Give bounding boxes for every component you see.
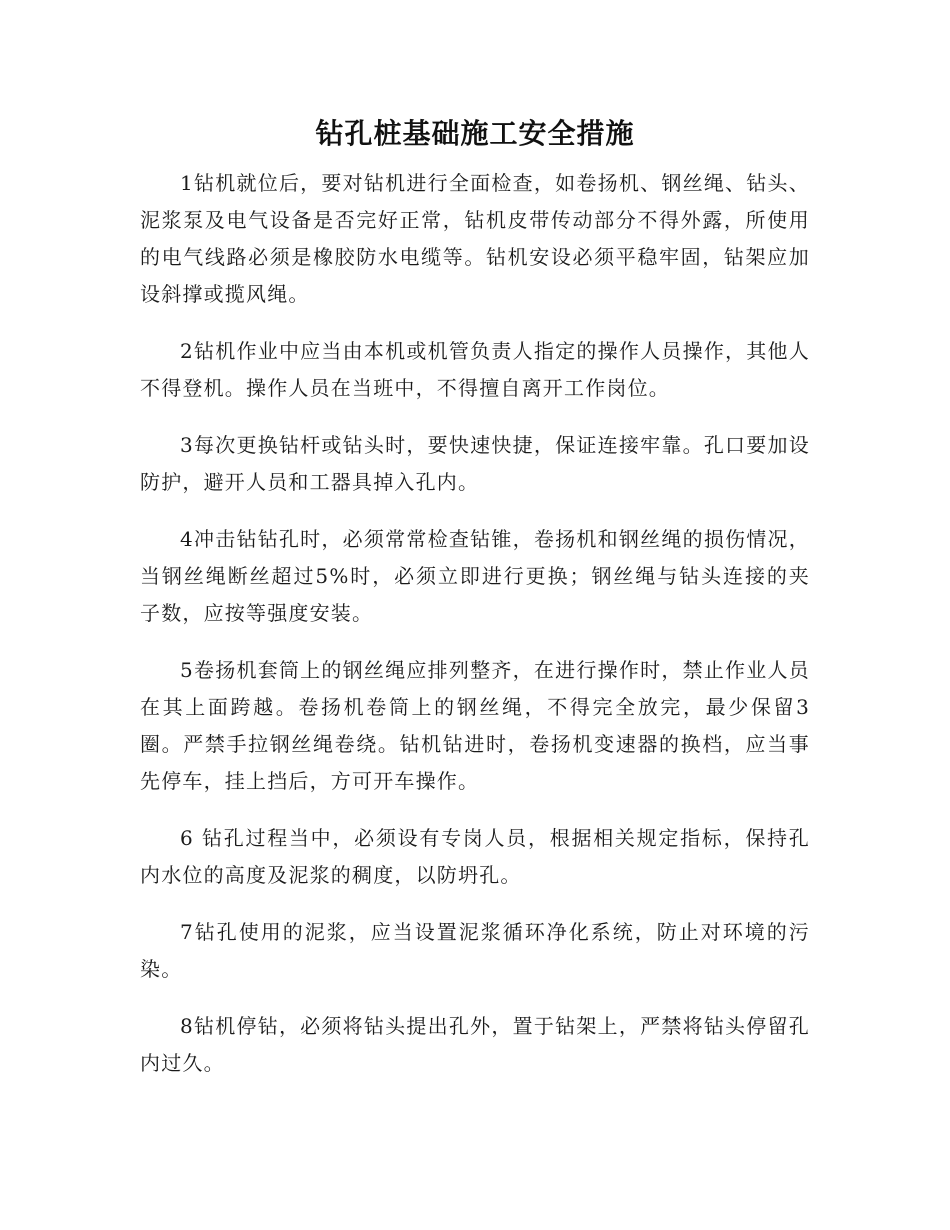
paragraph-1: 1钻机就位后，要对钻机进行全面检查，如卷扬机、钢丝绳、钻头、泥浆泵及电气设备是否完好正常，钻机皮带传动部分不得外露，所使用的电气线路必须是橡胶防水电缆等。钻机安设必须平稳牢固，钻架应加设斜撑或揽风绳。	[140, 171, 810, 306]
paragraph-2: 2钻机作业中应当由本机或机管负责人指定的操作人员操作，其他人不得登机。操作人员在当班中，不得擅自离开工作岗位。	[140, 339, 810, 400]
paragraph-7: 7钻孔使用的泥浆，应当设置泥浆循环净化系统，防止对环境的污染。	[140, 920, 810, 981]
paragraph-3: 3每次更换钻杆或钻头时，要快速快捷，保证连接牢靠。孔口要加设防护，避开人员和工器具掉入孔内。	[140, 433, 810, 494]
paragraph-6: 6 钻孔过程当中，必须设有专岗人员，根据相关规定指标，保持孔内水位的高度及泥浆的稠度，以防坍孔。	[140, 826, 810, 887]
paragraph-8: 8钻机停钻，必须将钻头提出孔外，置于钻架上，严禁将钻头停留孔内过久。	[140, 1014, 810, 1075]
paragraph-4: 4冲击钻钻孔时，必须常常检查钻锥，卷扬机和钢丝绳的损伤情况，当钢丝绳断丝超过5%时，必须立即进行更换；钢丝绳与钻头连接的夹子数，应按等强度安装。	[140, 527, 810, 625]
document-title: 钻孔桩基础施工安全措施	[315, 117, 635, 150]
paragraph-5: 5卷扬机套筒上的钢丝绳应排列整齐，在进行操作时，禁止作业人员在其上面跨越。卷扬机卷筒上的钢丝绳，不得完全放完，最少保留3圈。严禁手拉钢丝绳卷绕。钻机钻进时，卷扬机变速器的换档，应当事先停车，挂上挡后，方可开车操作。	[140, 658, 810, 793]
document-body	[140, 165, 810, 1102]
